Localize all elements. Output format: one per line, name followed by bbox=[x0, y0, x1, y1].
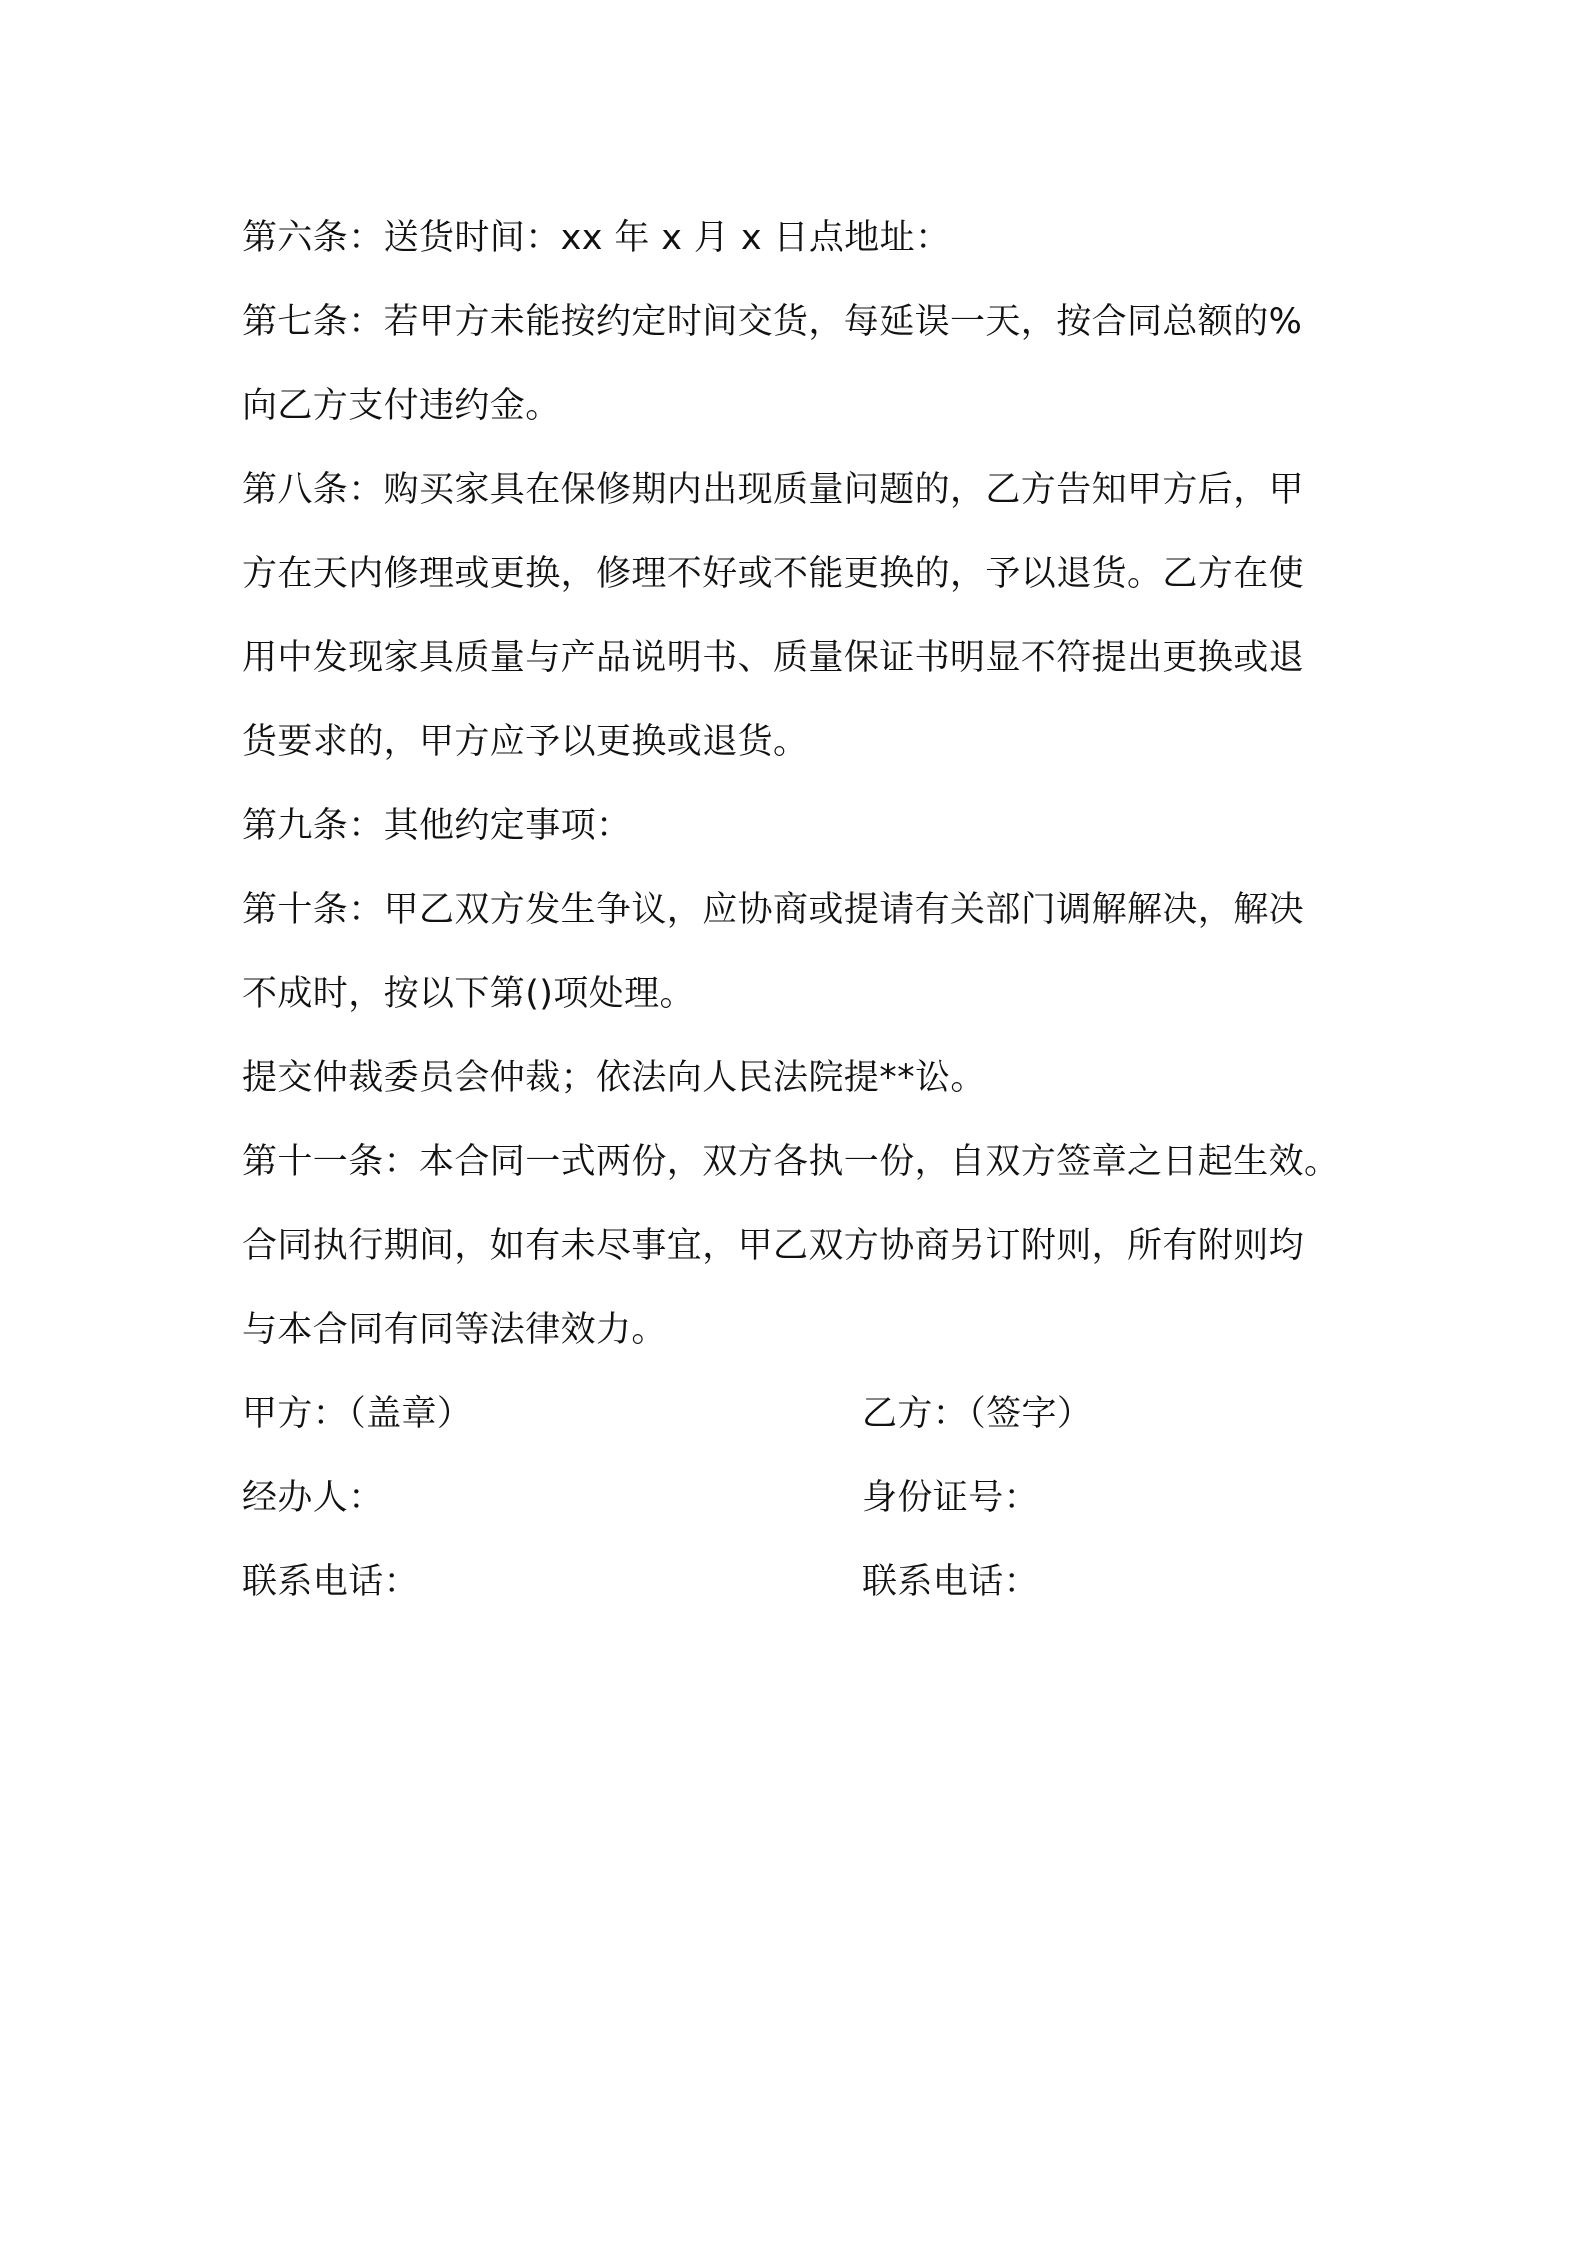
party-b-phone-label: 联系电话： bbox=[862, 1562, 1040, 1602]
text-line: 与本合同有同等法律效力。 bbox=[242, 1310, 667, 1350]
text-line: 第九条：其他约定事项： bbox=[242, 806, 632, 846]
text-line: 第六条：送货时间：xx 年 x 月 x 日点地址： bbox=[242, 218, 951, 258]
text-line: 向乙方支付违约金。 bbox=[242, 386, 561, 426]
text-line: 第八条：购买家具在保修期内出现质量问题的，乙方告知甲方后，甲 bbox=[242, 470, 1305, 510]
text-line: 第七条：若甲方未能按约定时间交货，每延误一天，按合同总额的% bbox=[242, 302, 1303, 342]
text-line: 第十条：甲乙双方发生争议，应协商或提请有关部门调解解决，解决 bbox=[242, 890, 1305, 930]
contract-body bbox=[242, 196, 1352, 1624]
handler-label: 经办人： bbox=[242, 1478, 384, 1518]
party-b-sign-label: 乙方：（签字） bbox=[862, 1394, 1093, 1434]
signature-row bbox=[242, 1372, 1352, 1456]
text-line: 用中发现家具质量与产品说明书、质量保证书明显不符提出更换或退 bbox=[242, 638, 1305, 678]
id-number-label: 身份证号： bbox=[862, 1478, 1040, 1518]
party-a-seal-label: 甲方：（盖章） bbox=[242, 1394, 473, 1434]
signature-row bbox=[242, 1540, 1352, 1624]
text-line: 方在天内修理或更换，修理不好或不能更换的，予以退货。乙方在使 bbox=[242, 554, 1305, 594]
party-a-phone-label: 联系电话： bbox=[242, 1562, 420, 1602]
text-line: 第十一条：本合同一式两份，双方各执一份，自双方签章之日起生效。 bbox=[242, 1142, 1340, 1182]
text-line: 提交仲裁委员会仲裁；依法向人民法院提**讼。 bbox=[242, 1058, 986, 1098]
text-line: 不成时，按以下第()项处理。 bbox=[242, 974, 695, 1014]
text-line: 货要求的，甲方应予以更换或退货。 bbox=[242, 722, 809, 762]
signature-row bbox=[242, 1456, 1352, 1540]
text-line: 合同执行期间，如有未尽事宜，甲乙双方协商另订附则，所有附则均 bbox=[242, 1226, 1305, 1266]
